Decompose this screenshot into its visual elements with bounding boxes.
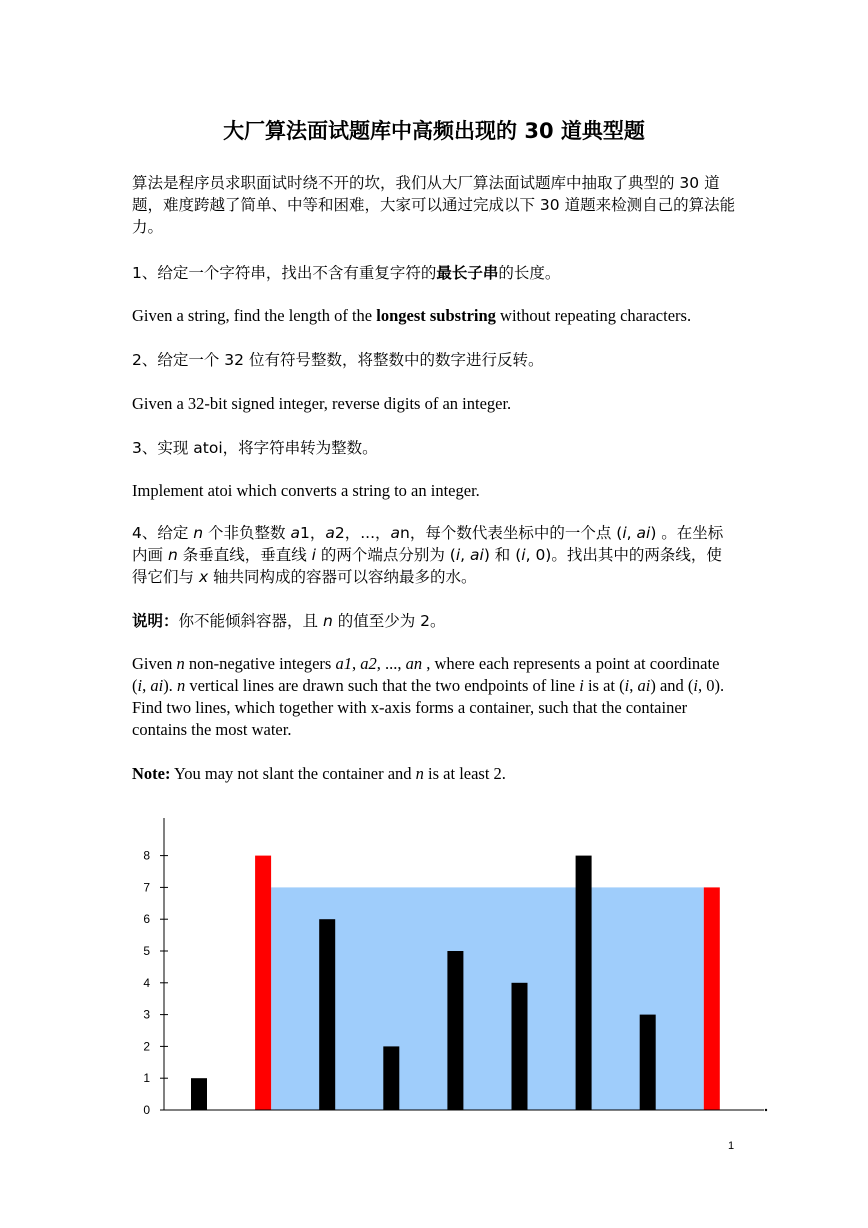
- q2-chinese: 2、给定一个 32 位有符号整数，将整数中的数字进行反转。: [132, 351, 544, 369]
- y-tick-label: 6: [143, 912, 150, 927]
- bar: [512, 983, 528, 1110]
- q4-note-chinese: 说明：你不能倾斜容器，且 n 的值至少为 2。: [132, 612, 446, 630]
- q3-english: Implement atoi which converts a string to an integer.: [132, 481, 480, 500]
- q2-english: Given a 32-bit signed integer, reverse digits of an integer.: [132, 394, 512, 413]
- bar: [447, 951, 463, 1110]
- y-tick-label: 7: [143, 880, 150, 895]
- y-tick-label: 5: [143, 944, 150, 958]
- page-number: 1: [728, 1140, 735, 1152]
- highlight-bar: [704, 887, 720, 1110]
- q4-chinese: 4、给定 n 个非负整数 a1，a2，...，an，每个数代表坐标中的一个点 (i, ai) 。在坐标内画 n 条垂直线，垂直线 i 的两个端点分别为 (i, ai) 和 (i, 0)。找出其中的两条线，使得它们与 x 轴共同构成的容器可以容纳最多的水。: [132, 524, 724, 586]
- page-title: 大厂算法面试题库中高频出现的 30 道典型题: [223, 119, 645, 143]
- y-tick-label: 0: [143, 1103, 150, 1117]
- intro-paragraph: 算法是程序员求职面试时绕不开的坎，我们从大厂算法面试题库中抽取了典型的 30 道题，难度跨越了简单、中等和困难，大家可以通过完成以下 30 道题来检测自己的算法能力。: [132, 174, 736, 236]
- bar: [319, 919, 335, 1110]
- y-tick-label: 2: [143, 1039, 150, 1054]
- bar: [383, 1046, 399, 1110]
- q4-english: Given n non-negative integers a1, a2, ..., an , where each represents a point at coordinate (i, ai). n vertical lines are drawn such that the two endpoints of line i is at (i, ai) and (i, 0). Find two lines, which together with x-axis forms a container, such that the container contains the most water.: [132, 654, 725, 739]
- q3-chinese: 3、实现 atoi，将字符串转为整数。: [132, 439, 378, 457]
- q1-chinese: 1、给定一个字符串，找出不含有重复字符的最长子串的长度。: [132, 264, 561, 282]
- q4-note-english: Note: You may not slant the container and n is at least 2.: [132, 764, 506, 783]
- y-tick-label: 8: [143, 848, 150, 863]
- bar: [191, 1078, 207, 1110]
- highlight-bar: [255, 856, 271, 1110]
- q1-english: Given a string, find the length of the longest substring without repeating characters.: [132, 306, 692, 325]
- y-tick-label: 4: [143, 975, 150, 990]
- x-axis-end-dot: [765, 1109, 767, 1111]
- bar: [576, 856, 592, 1110]
- y-tick-label: 1: [143, 1071, 150, 1086]
- bar: [640, 1015, 656, 1110]
- water-area: [271, 887, 704, 1110]
- y-tick-label: 3: [143, 1007, 150, 1022]
